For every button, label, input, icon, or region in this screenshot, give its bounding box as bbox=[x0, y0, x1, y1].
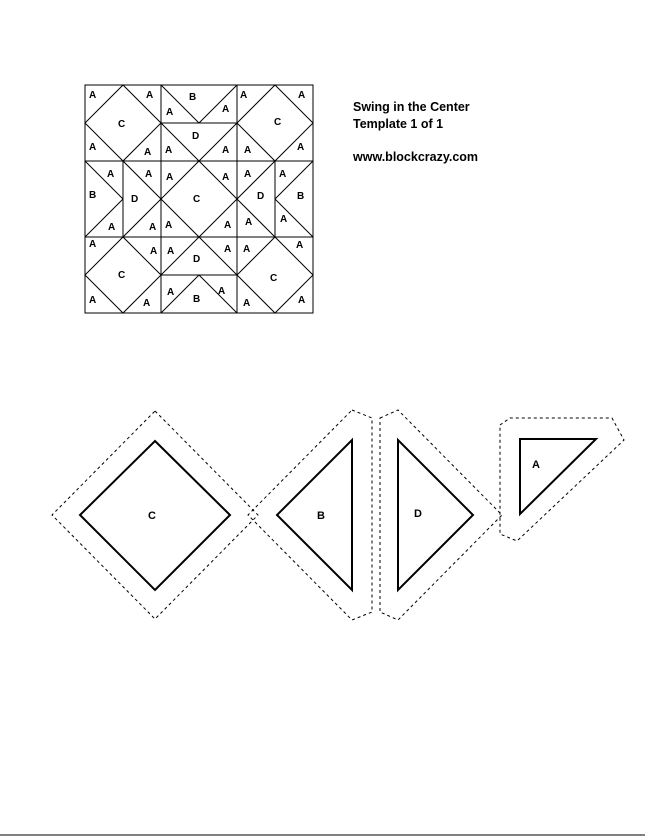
label-a: A bbox=[218, 286, 226, 297]
label-a: A bbox=[298, 295, 306, 306]
template-a bbox=[500, 418, 624, 541]
seam-allowance-outline bbox=[248, 410, 372, 620]
label-a: A bbox=[222, 104, 230, 115]
label-a: A bbox=[150, 246, 158, 257]
template-count: Template 1 of 1 bbox=[353, 117, 444, 131]
label-b: B bbox=[189, 92, 197, 103]
seam-line bbox=[199, 85, 237, 123]
label-a: A bbox=[222, 145, 230, 156]
label-a: A bbox=[244, 169, 252, 180]
label-a: A bbox=[89, 239, 97, 250]
template-label-a: A bbox=[532, 459, 540, 471]
label-d: D bbox=[257, 191, 265, 202]
seam-allowance-outline bbox=[500, 418, 624, 541]
label-c: C bbox=[274, 117, 282, 128]
label-a: A bbox=[89, 295, 97, 306]
label-a: A bbox=[166, 107, 174, 118]
template-label-d: D bbox=[414, 508, 422, 520]
label-a: A bbox=[244, 145, 252, 156]
label-a: A bbox=[145, 169, 153, 180]
label-a: A bbox=[89, 90, 97, 101]
label-a: A bbox=[167, 287, 175, 298]
label-a: A bbox=[144, 147, 152, 158]
label-b: B bbox=[89, 190, 97, 201]
label-a: A bbox=[243, 298, 251, 309]
label-a: A bbox=[166, 172, 174, 183]
pattern-title: Swing in the Center bbox=[353, 100, 470, 114]
seam-line bbox=[85, 199, 123, 237]
label-a: A bbox=[245, 217, 253, 228]
template-label-c: C bbox=[148, 510, 156, 522]
label-a: A bbox=[107, 169, 115, 180]
website-url: www.blockcrazy.com bbox=[353, 150, 479, 164]
label-a: A bbox=[89, 142, 97, 153]
cutting-line bbox=[277, 440, 352, 590]
label-a: A bbox=[243, 244, 251, 255]
cutting-line bbox=[398, 440, 473, 590]
template-b bbox=[248, 410, 372, 620]
seam-line bbox=[237, 161, 275, 199]
seam-line bbox=[199, 123, 237, 161]
label-c: C bbox=[193, 194, 201, 205]
template-label-b: B bbox=[317, 510, 325, 522]
label-a: A bbox=[167, 246, 175, 257]
label-c: C bbox=[270, 273, 278, 284]
label-d: D bbox=[131, 194, 139, 205]
label-a: A bbox=[146, 90, 154, 101]
label-a: A bbox=[240, 90, 248, 101]
label-c: C bbox=[118, 119, 126, 130]
seam-line bbox=[237, 199, 275, 237]
label-a: A bbox=[279, 169, 287, 180]
template-pieces bbox=[52, 410, 624, 620]
label-a: A bbox=[224, 244, 232, 255]
label-b: B bbox=[193, 294, 201, 305]
seam-line bbox=[199, 237, 237, 275]
label-a: A bbox=[222, 172, 230, 183]
label-b: B bbox=[297, 191, 305, 202]
label-a: A bbox=[108, 222, 116, 233]
label-a: A bbox=[149, 222, 157, 233]
label-d: D bbox=[192, 131, 200, 142]
label-a: A bbox=[143, 298, 151, 309]
label-a: A bbox=[297, 142, 305, 153]
label-a: A bbox=[224, 220, 232, 231]
seam-line bbox=[275, 161, 313, 199]
label-a: A bbox=[296, 240, 304, 251]
label-d: D bbox=[193, 254, 201, 265]
label-a: A bbox=[165, 220, 173, 231]
label-a: A bbox=[298, 90, 306, 101]
label-c: C bbox=[118, 270, 126, 281]
label-a: A bbox=[165, 145, 173, 156]
label-a: A bbox=[280, 214, 288, 225]
template-c bbox=[52, 411, 258, 619]
template-d bbox=[380, 410, 502, 620]
seam-line bbox=[123, 161, 161, 199]
